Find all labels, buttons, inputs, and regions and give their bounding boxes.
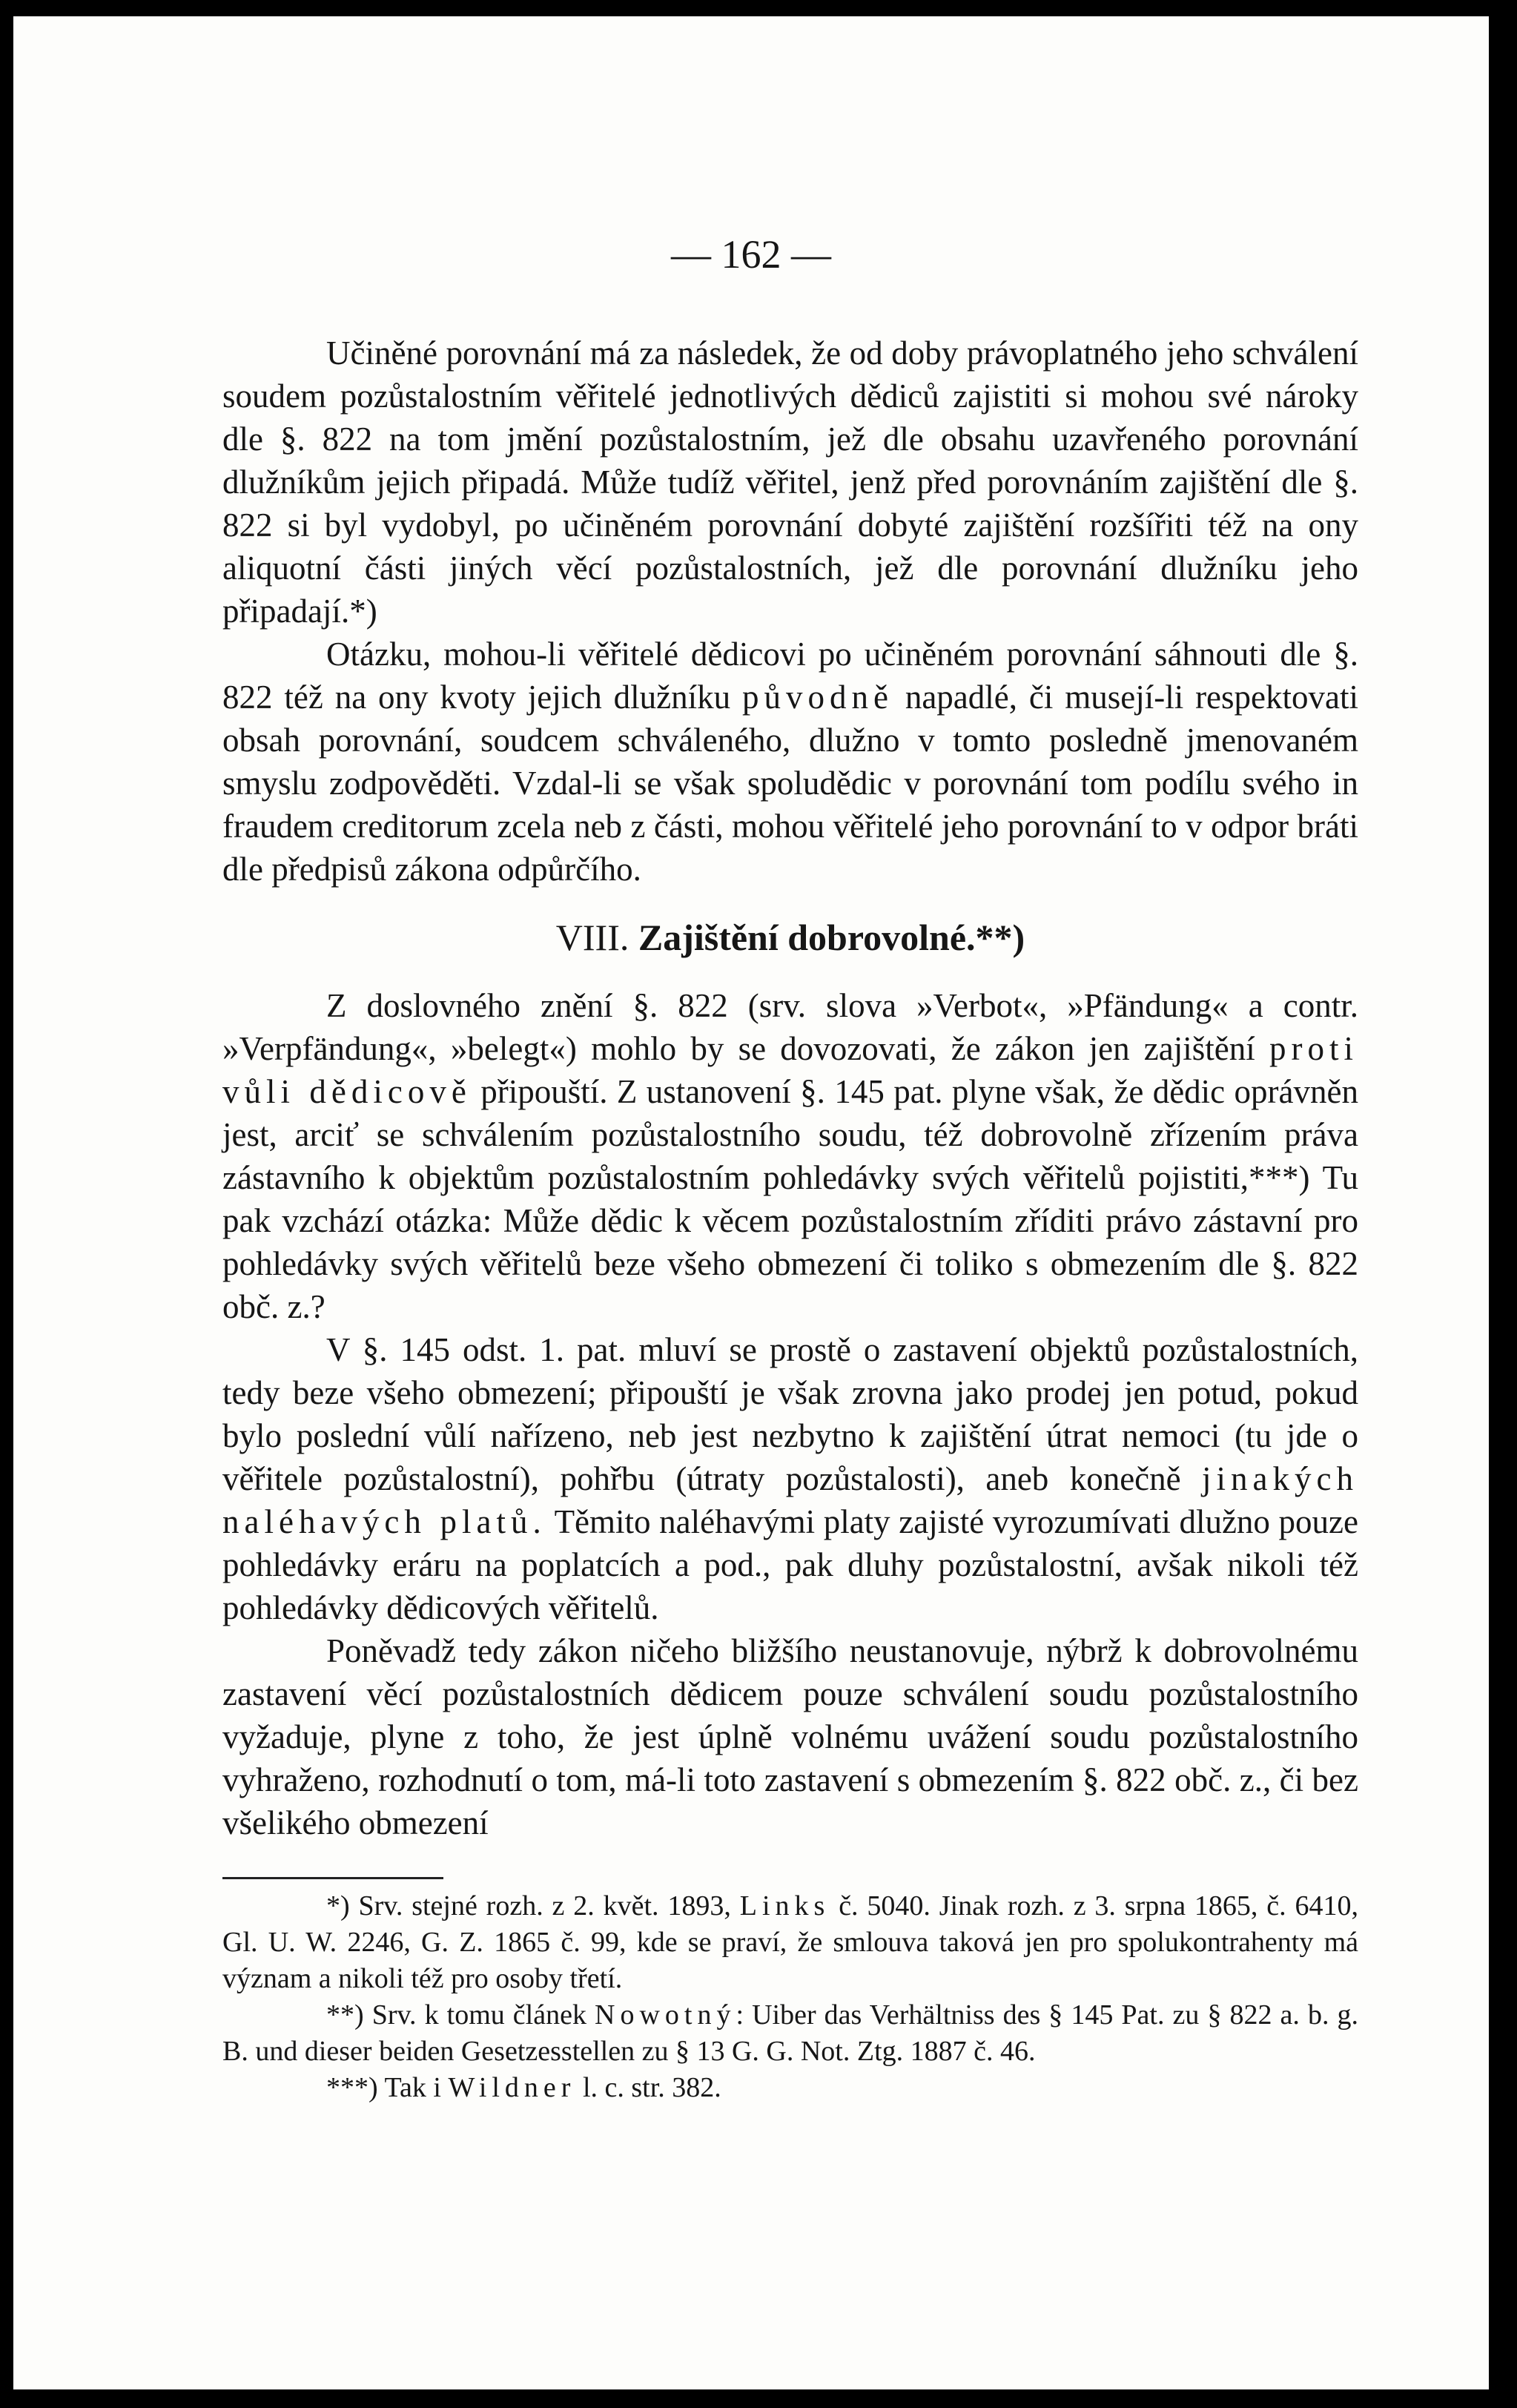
paragraph-3-text-a: Z doslovného znění §. 822 (srv. slova »Verbot«, »Pfändung« a contr. »Verpfändung«, »belegt«) mohlo by se dovozovati, že zákon jen zajištění xyxy=(222,987,1358,1067)
paragraph-5: Poněvadž tedy zákon ničeho bližšího neustanovuje, nýbrž k dobrovolnému zastavení věcí pozůstalostních dědicem pouze schválení soudu pozůstalostního vyžaduje, plyne z toho, že jest úplně volnému uvážení soudu pozůstalostního vyhraženo, rozhodnutí o tom, má-li toto zastavení s obmezením §. 822 obč. z., či bez všelikého obmezení xyxy=(222,1632,1358,1841)
footnote-2: **) Srv. k tomu článek Nowotný: Uiber das Verhältniss des § 145 Pat. zu § 822 a. b. g. B. und dieser beiden Gesetzesstellen zu § 13 G. G. Not. Ztg. 1887 č. 46. xyxy=(222,1999,1359,2067)
page-number: — 162 — xyxy=(671,232,831,277)
paragraph-1: Učiněné porovnání má za následek, že od doby právoplatného jeho schválení soudem pozůstalostním věřitelé jednotlivých dědiců zajistiti si mohou své nároky dle §. 822 na tom jmění pozůstalostním, jež dle obsahu uzavřeného porovnání dlužníkům jejich připadá. Může tudíž věřitel, jenž před porovnáním zajištění dle §. 822 si byl vydobyl, po učiněném porovnání dobyté zajištění rozšířiti též na ony aliquotní části jiných věcí pozůstalostních, jež dle porovnání dlužníku jeho připadají.*) xyxy=(222,334,1358,630)
paragraph-2 xyxy=(222,633,1358,891)
body-text xyxy=(222,331,1358,2106)
section-title: Zajištění dobrovolné.**) xyxy=(638,917,1025,958)
spaced-emphasis: původně xyxy=(741,679,893,716)
footnote-3: ***) Tak i Wildner l. c. str. 382. xyxy=(326,2072,721,2103)
footnote-mark: *) xyxy=(326,1890,350,1922)
spaced-emphasis: Nowotný xyxy=(595,1999,736,2031)
paragraph-2-text-b: napadlé, či musejí-li respektovati obsah porovnání, soudcem schváleného, dlužno v tomto posledně jmenovaném smyslu zodpověděti. Vzdal-li se však spoludědic v porovnání tom podílu svého in fraudem creditorum zcela neb z části, mohou věřitelé jeho porovnání to v odpor bráti dle předpisů zákona odpůrčího. xyxy=(222,679,1358,888)
footnote-mark: **) xyxy=(326,1999,364,2031)
paragraph-3-text-b: připouští. Z ustanovení §. 145 pat. plyne však, že dědic oprávněn jest, arciť se schválením pozůstalostního soudu, též dobrovolně zřízením práva zástavního k objektům pozůstalostním pohledávky svých věřitelů pojistiti, xyxy=(222,1073,1358,1196)
spaced-emphasis: jinakých naléhavých platů. xyxy=(222,1460,1358,1540)
paragraph-3-text-c: Tu pak vzchází otázka: Může dědic k věcem pozůstalostním zříditi právo zástavní pro pohledávky svých věřitelů beze všeho obmezení či toliko s obmezením dle §. 822 obč. z.? xyxy=(222,1159,1358,1325)
paragraph-4-text-b: Těmito naléhavými platy zajisté vyrozumívati dlužno pouze pohledávky eráru na poplatcích a pod., pak dluhy pozůstalostní, avšak nikoli též pohledávky dědicových věřitelů. xyxy=(222,1503,1358,1626)
paragraph-2-text-a: Otázku, mohou-li věřitelé dědicovi po učiněném porovnání sáhnouti dle §. 822 též na ony kvoty jejich dlužníku xyxy=(222,636,1358,716)
section-heading xyxy=(222,916,1358,959)
paragraph-3 xyxy=(222,984,1358,1328)
footnote-1: *) Srv. stejné rozh. z 2. květ. 1893, Links č. 5040. Jinak rozh. z 3. srpna 1865, č. 6410, Gl. U. W. 2246, G. Z. 1865 č. 99, kde se praví, že smlouva taková jen pro spolukontrahenty má význam a nikoli též pro osoby třetí. xyxy=(222,1890,1359,1994)
book-page xyxy=(13,16,1489,2389)
footnote-mark: ***) xyxy=(326,2072,378,2103)
spaced-emphasis: Links xyxy=(739,1890,830,1922)
footnote-ref: ***) xyxy=(1248,1159,1310,1196)
paragraph-4 xyxy=(222,1328,1358,1629)
spaced-emphasis: Wildner xyxy=(448,2072,576,2103)
section-numeral: VIII. xyxy=(555,917,629,958)
spaced-emphasis: proti vůli dědicově xyxy=(222,1030,1359,1110)
footnote-divider xyxy=(222,1877,443,1879)
paragraph-4-text-a: V §. 145 odst. 1. pat. mluví se prostě o zastavení objektů pozůstalostních, tedy beze všeho obmezení; připouští je však zrovna jako prodej jen potud, pokud bylo poslední vůlí nařízeno, neb jest nezbytno k zajištění útrat nemoci (tu jde o věřitele pozůstalostní), pohřbu (útraty pozůstalosti), aneb konečně xyxy=(222,1331,1358,1497)
